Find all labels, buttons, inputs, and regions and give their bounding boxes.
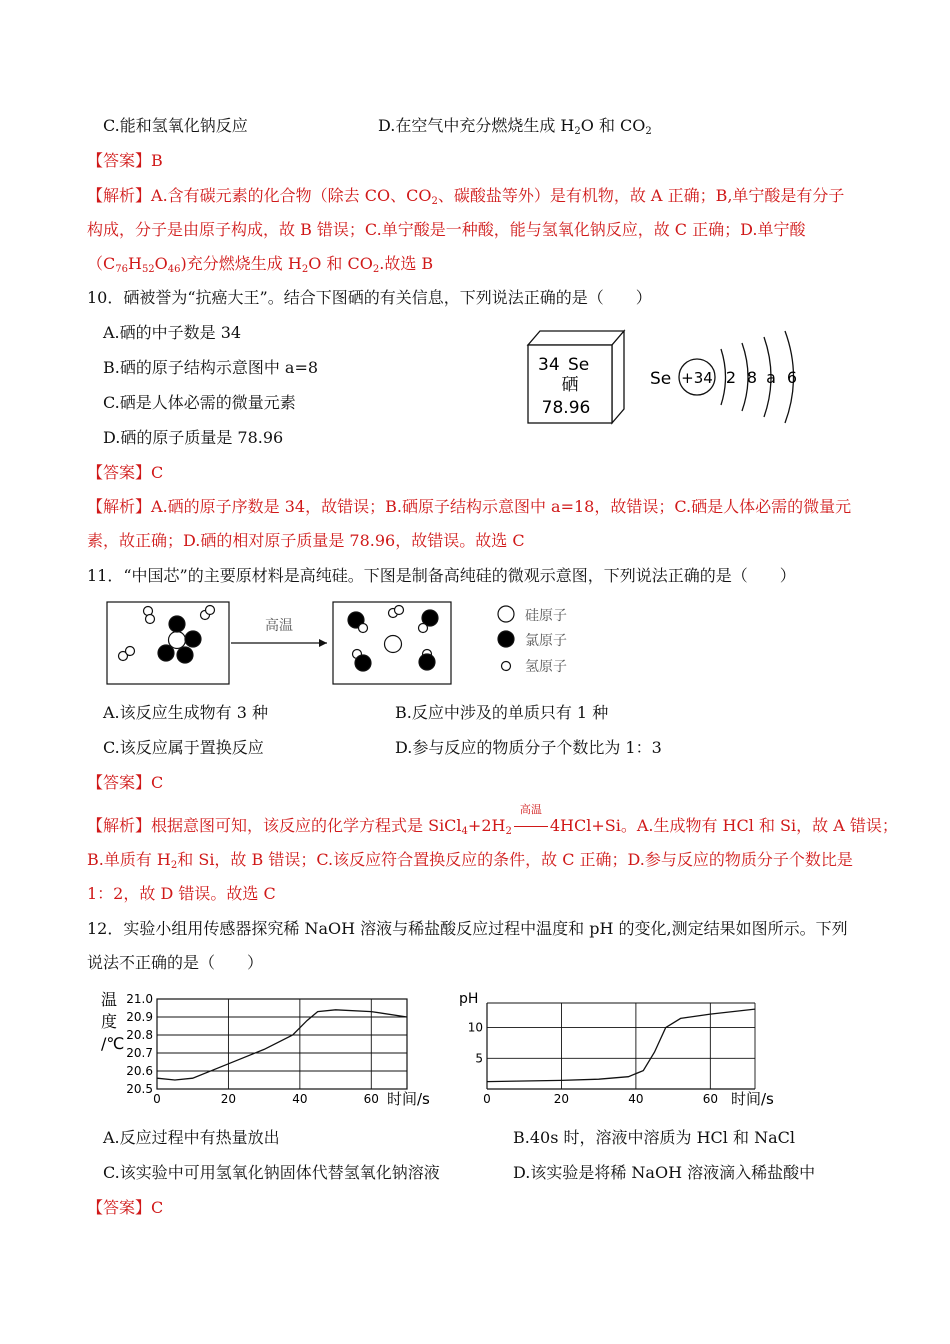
- q12-stem-line2: 说法不正确的是（ ）: [87, 953, 264, 972]
- q11-option-c: C.该反应属于置换反应: [103, 738, 264, 757]
- reactant-chlorine-atom: [158, 645, 174, 661]
- reactant-chlorine-atom: [169, 616, 185, 632]
- temp-xlabel: 时间/s: [387, 1090, 430, 1108]
- q11-explanation-line3: 1：2，故 D 错误。故选 C: [87, 884, 276, 903]
- ph-x-tick-label: 0: [483, 1092, 491, 1106]
- q10-option-b: B.硒的原子结构示意图中 a=8: [103, 358, 319, 377]
- q11-option-d: D.参与反应的物质分子个数比为 1：3: [395, 738, 662, 757]
- shell-3-count: a: [766, 368, 776, 387]
- q12-option-a: A.反应过程中有热量放出: [103, 1128, 280, 1147]
- q9-option-c: C.能和氢氧化钠反应: [103, 116, 248, 135]
- temp-ylabel-3: /℃: [101, 1034, 125, 1053]
- ph-x-tick-label: 60: [702, 1092, 718, 1106]
- legend-silicon-label: 硅原子: [525, 608, 567, 624]
- reaction-micro-diagram: [105, 598, 595, 688]
- q11-answer: 【答案】C: [87, 773, 164, 792]
- product-silicon-atom: [385, 636, 402, 653]
- ph-xlabel: 时间/s: [731, 1090, 774, 1108]
- q12-stem-line1: 12．实验小组用传感器探究稀 NaOH 溶液与稀盐酸反应过程中温度和 pH 的变化,测定结果如图所示。下列: [87, 919, 848, 938]
- temp-y-tick-label: 20.8: [126, 1028, 153, 1042]
- temp-ylabel-2: 度: [101, 1012, 118, 1031]
- temp-y-tick-label: 21.0: [126, 992, 153, 1006]
- q10-option-c: C.硒是人体必需的微量元素: [103, 393, 296, 412]
- tile-name: 硒: [561, 375, 579, 395]
- ph-y-tick-label: 10: [467, 1020, 483, 1035]
- q9-option-d: D.在空气中充分燃烧生成 $H_2O$ 和 $CO_2$: [378, 116, 652, 137]
- q11-stem: 11．“中国芯”的主要原材料是高纯硅。下图是制备高纯硅的微观示意图，下列说法正确的是（ ）: [87, 566, 796, 585]
- q10-explanation-line2: 素，故正确；D.硒的相对原子质量是 78.96，故错误。故选 C: [87, 531, 525, 550]
- shell-1-count: 2: [725, 368, 737, 387]
- product-chlorine-atom: [355, 655, 371, 671]
- q11-explanation-line2: B.单质有 $H_2$和 Si，故 B 错误；C.该反应符合置换反应的条件，故 C 正确；D.参与反应的物质分子个数比是: [87, 850, 853, 871]
- legend-chlorine-label: 氯原子: [525, 633, 567, 649]
- q9-explanation-line2: 构成，分子是由原子构成，故 B 错误；C.单宁酸是一种酸，能与氢氧化钠反应，故 C 正确；D.单宁酸: [87, 220, 806, 239]
- product-hydrogen-atom: [395, 606, 404, 615]
- nucleus-charge: +34: [681, 369, 713, 387]
- temp-y-tick-label: 20.6: [126, 1064, 153, 1078]
- reactant-hydrogen-atom: [126, 647, 135, 656]
- element-tile: [528, 331, 624, 423]
- selenium-figure: [520, 325, 810, 430]
- tile-mass: 78.96: [541, 398, 591, 418]
- ph-x-tick-label: 20: [553, 1092, 570, 1106]
- q11-explanation-line1: 【解析】根据意图可知，该反应的化学方程式是 $SiCl_4+2H_2$ 高温 4HCl+Si。A.生成物有 HCl 和 Si，故 A 错误；: [87, 803, 898, 837]
- q10-option-d: D.硒的原子质量是 78.96: [103, 428, 284, 447]
- temp-ylabel-1: 温: [101, 990, 118, 1009]
- q11-option-b: B.反应中涉及的单质只有 1 种: [395, 703, 609, 722]
- legend-hydrogen-label: 氢原子: [525, 659, 567, 675]
- product-hydrogen-atom: [359, 624, 368, 633]
- q12-option-d: D.该实验是将稀 NaOH 溶液滴入稀盐酸中: [513, 1163, 816, 1182]
- temperature-chart: [95, 985, 445, 1115]
- q10-answer: 【答案】C: [87, 463, 164, 482]
- q11-option-a: A.该反应生成物有 3 种: [103, 703, 268, 722]
- ph-x-tick-label: 40: [628, 1092, 644, 1106]
- q9-explanation-line3: $(C_{76}H_{52}O_{46})$充分燃烧生成 $H_2O$ 和 $CO_2$.故选 B: [87, 254, 434, 275]
- equation-condition: 高温: [512, 815, 550, 837]
- legend-hydrogen-marker: [502, 662, 511, 671]
- reactant-hydrogen-atom: [146, 615, 155, 624]
- reaction-condition-label: 高温: [265, 618, 293, 634]
- ph-series-line: [487, 1009, 755, 1082]
- q12-option-c: C.该实验中可用氢氧化钠固体代替氢氧化钠溶液: [103, 1163, 440, 1182]
- q12-answer: 【答案】C: [87, 1198, 164, 1217]
- reactant-hydrogen-atom: [206, 606, 215, 615]
- ph-ylabel: pH: [459, 991, 479, 1007]
- shell-2-count: 8: [746, 368, 758, 387]
- q10-option-a: A.硒的中子数是 34: [103, 323, 242, 342]
- q9-answer: 【答案】B: [87, 151, 163, 170]
- atom-structure-diagram: [650, 331, 797, 423]
- temp-x-tick-label: 0: [153, 1092, 161, 1106]
- ph-chart: [455, 985, 795, 1115]
- q10-stem: 10．硒被誉为“抗癌大王”。结合下图硒的有关信息，下列说法正确的是（ ）: [87, 288, 652, 307]
- legend-chlorine-marker: [498, 631, 514, 647]
- reactant-silicon-atom: [169, 632, 186, 649]
- temp-x-tick-label: 20: [220, 1092, 237, 1106]
- q10-explanation-line1: 【解析】A.硒的原子序数是 34，故错误；B.硒原子结构示意图中 a=18，故错误；C.硒是人体必需的微量元: [87, 497, 852, 516]
- temperature-series-line: [157, 1010, 407, 1080]
- temp-y-tick-label: 20.7: [126, 1046, 153, 1060]
- temp-plot-frame: [157, 999, 407, 1089]
- q9-explanation-line1: 【解析】A.含有碳元素的化合物（除去 CO、$CO_2$、碳酸盐等外）是有机物，故 A 正确；B,单宁酸是有分子: [87, 186, 845, 207]
- shell-4-count: 6: [786, 368, 798, 387]
- temp-x-tick-label: 60: [363, 1092, 379, 1106]
- reactant-chlorine-atom: [177, 647, 193, 663]
- q12-option-b: B.40s 时，溶液中溶质为 HCl 和 NaCl: [513, 1128, 795, 1147]
- tile-atomic-number: 34: [538, 355, 560, 375]
- temp-x-tick-label: 40: [292, 1092, 308, 1106]
- reactant-chlorine-atom: [185, 631, 201, 647]
- temp-y-tick-label: 20.9: [126, 1010, 153, 1024]
- legend-silicon-marker: [498, 606, 514, 622]
- tile-symbol: Se: [568, 355, 590, 375]
- ph-y-tick-label: 5: [475, 1051, 483, 1066]
- temp-y-tick-label: 20.5: [126, 1082, 153, 1096]
- product-chlorine-atom: [419, 654, 435, 670]
- product-hydrogen-atom: [419, 624, 428, 633]
- atom-symbol: Se: [650, 369, 672, 389]
